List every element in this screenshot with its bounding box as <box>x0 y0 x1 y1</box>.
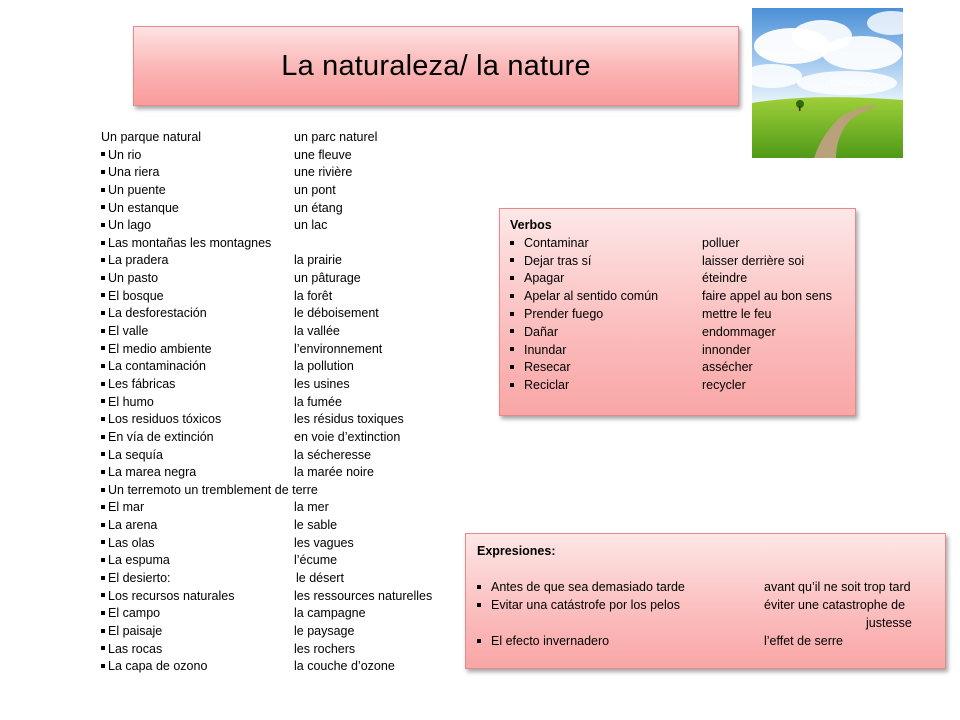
vocab-french: une rivière <box>294 165 353 180</box>
vocab-spanish <box>101 641 162 659</box>
square-bullet-icon <box>510 365 514 369</box>
square-bullet-icon <box>510 276 514 280</box>
square-bullet-icon <box>510 312 514 316</box>
square-bullet-icon <box>510 347 514 351</box>
square-bullet-icon <box>101 329 105 333</box>
vocab-spanish-text: Un terremoto un tremblement de terre <box>108 482 318 497</box>
square-bullet-icon <box>101 311 105 315</box>
list-item-continuation <box>477 614 937 632</box>
vocab-spanish-text: Un lago <box>108 218 152 233</box>
square-bullet-icon <box>101 364 105 368</box>
item-french: endommager <box>702 324 776 339</box>
square-bullet-icon <box>101 399 105 403</box>
square-bullet-icon <box>101 152 105 156</box>
square-bullet-icon <box>101 205 105 209</box>
square-bullet-icon <box>101 241 105 245</box>
vocab-spanish-text: El humo <box>108 394 154 409</box>
square-bullet-icon <box>101 576 105 580</box>
vocab-spanish-text: El bosque <box>108 288 164 303</box>
square-bullet-icon <box>101 276 105 280</box>
square-bullet-icon <box>101 664 105 668</box>
vocab-spanish-text: Les fábricas <box>108 376 176 391</box>
nature-photo <box>752 8 903 158</box>
item-spanish <box>510 306 603 324</box>
square-bullet-icon <box>101 170 105 174</box>
item-spanish-text: Dejar tras sí <box>524 253 592 268</box>
vocab-spanish <box>101 588 234 606</box>
vocab-spanish-text: Los recursos naturales <box>108 588 235 603</box>
vocab-french: la sécheresse <box>294 447 372 462</box>
item-spanish <box>477 578 685 596</box>
item-spanish <box>510 288 658 306</box>
list-item <box>510 235 740 253</box>
item-spanish-text: Reciclar <box>524 378 570 393</box>
square-bullet-icon <box>510 329 514 333</box>
item-french: innonder <box>702 342 751 357</box>
list-item <box>510 270 748 288</box>
vocab-french: un pont <box>294 182 336 197</box>
item-spanish <box>510 377 569 395</box>
vocab-french: les ressources naturelles <box>294 588 433 603</box>
vocab-spanish <box>101 464 196 482</box>
vocab-spanish-text: El paisaje <box>108 623 163 638</box>
item-spanish-text: Dañar <box>524 324 559 339</box>
item-french: laisser derrière soi <box>702 253 805 268</box>
vocab-french: l’environnement <box>294 341 383 356</box>
vocab-french: le déboisement <box>294 306 379 321</box>
item-french: mettre le feu <box>702 306 772 321</box>
verbs-box <box>499 208 856 416</box>
square-bullet-icon <box>101 611 105 615</box>
page-title: La naturaleza/ la nature <box>281 49 591 82</box>
vocab-spanish-text: El valle <box>108 324 149 339</box>
square-bullet-icon <box>101 293 105 297</box>
vocab-spanish <box>101 358 206 376</box>
vocab-french: un pâturage <box>294 271 361 286</box>
vocab-spanish-text: Las montañas les montagnes <box>108 235 272 250</box>
vocab-spanish <box>101 270 158 288</box>
item-spanish <box>510 342 566 360</box>
vocab-french: la forêt <box>294 288 333 303</box>
item-spanish <box>510 324 558 342</box>
square-bullet-icon <box>101 382 105 386</box>
list-item <box>510 377 746 395</box>
landscape-image <box>752 8 903 158</box>
vocab-french: les usines <box>294 376 350 391</box>
vocab-spanish <box>101 570 171 588</box>
vocab-french: la pollution <box>294 359 354 374</box>
vocab-spanish-text: El campo <box>108 606 161 621</box>
item-spanish <box>477 596 680 614</box>
list-item <box>477 578 937 596</box>
title-banner <box>133 26 739 106</box>
item-spanish-text: Apagar <box>524 271 565 286</box>
vocab-french: la marée noire <box>294 465 374 480</box>
vocab-french: la mer <box>294 500 329 515</box>
square-bullet-icon <box>101 646 105 650</box>
square-bullet-icon <box>510 294 514 298</box>
vocab-spanish-text: La espuma <box>108 553 170 568</box>
square-bullet-icon <box>477 603 481 607</box>
vocab-spanish <box>101 482 318 500</box>
vocab-spanish <box>101 252 168 270</box>
vocab-spanish <box>101 376 175 394</box>
item-spanish-text: Inundar <box>524 342 567 357</box>
item-spanish-text: Apelar al sentido común <box>524 289 659 304</box>
square-bullet-icon <box>101 523 105 527</box>
vocab-spanish-text: Un pasto <box>108 271 159 286</box>
vocab-spanish <box>101 517 157 535</box>
item-french: l’effet de serre <box>764 634 843 648</box>
expressions-box <box>465 533 946 669</box>
list-item <box>477 596 937 614</box>
vocab-spanish <box>101 341 212 359</box>
vocab-spanish-text: Un rio <box>108 147 142 162</box>
vocab-french: un lac <box>294 218 328 233</box>
vocab-french: en voie d’extinction <box>294 429 401 444</box>
vocab-spanish <box>101 605 160 623</box>
list-item <box>510 306 772 324</box>
vocab-spanish <box>101 200 179 218</box>
item-spanish-text: Antes de que sea demasiado tarde <box>491 580 685 594</box>
vocab-french: un parc naturel <box>294 130 378 144</box>
vocab-french: la campagne <box>294 606 366 621</box>
item-spanish-text: Contaminar <box>524 235 589 250</box>
square-bullet-icon <box>510 241 514 245</box>
verbs-header: Verbos <box>510 218 552 232</box>
item-french: faire appel au bon sens <box>702 289 832 304</box>
item-spanish-text: Resecar <box>524 360 571 375</box>
vocab-spanish <box>101 182 166 200</box>
vocab-spanish <box>101 535 155 553</box>
vocab-french: la couche d’ozone <box>294 659 395 674</box>
vocab-spanish-text: La desforestación <box>108 306 207 321</box>
expressions-header: Expresiones: <box>477 544 556 558</box>
vocab-spanish-text: Un estanque <box>108 200 179 215</box>
vocab-spanish-text: El medio ambiente <box>108 341 212 356</box>
square-bullet-icon <box>101 470 105 474</box>
vocab-spanish <box>101 217 151 235</box>
vocab-spanish-text: La sequía <box>108 447 163 462</box>
vocab-spanish <box>101 411 221 429</box>
item-spanish <box>477 632 609 650</box>
vocab-spanish <box>101 288 164 306</box>
square-bullet-icon <box>101 593 105 597</box>
square-bullet-icon <box>101 435 105 439</box>
vocab-spanish <box>101 235 271 253</box>
item-french: éteindre <box>702 271 748 286</box>
square-bullet-icon <box>477 639 481 643</box>
square-bullet-icon <box>477 585 481 589</box>
item-french: avant qu’il ne soit trop tard <box>764 580 911 594</box>
vocab-spanish <box>101 164 159 182</box>
vocab-spanish-text: El desierto: <box>108 571 171 586</box>
item-french: polluer <box>702 235 740 250</box>
vocab-french: le désert <box>296 571 344 586</box>
list-item <box>510 324 776 342</box>
vocab-french: le sable <box>294 518 338 533</box>
vocab-spanish-text: En vía de extinción <box>108 429 214 444</box>
vocab-spanish <box>101 305 207 323</box>
item-spanish-text: Prender fuego <box>524 306 604 321</box>
vocab-spanish-text: Los residuos tóxicos <box>108 412 222 427</box>
list-item <box>477 632 937 650</box>
square-bullet-icon <box>101 505 105 509</box>
item-french: recycler <box>702 378 746 393</box>
vocab-spanish <box>101 394 154 412</box>
item-french: assécher <box>702 360 753 375</box>
vocab-french: un étang <box>294 200 343 215</box>
square-bullet-icon <box>101 558 105 562</box>
item-spanish <box>510 359 571 377</box>
vocab-spanish-text: La capa de ozono <box>108 659 208 674</box>
item-spanish <box>510 270 564 288</box>
vocab-spanish-text: La arena <box>108 518 158 533</box>
list-item <box>510 342 751 360</box>
item-spanish <box>510 253 591 271</box>
list-item <box>510 359 753 377</box>
item-spanish-text: El efecto invernadero <box>491 634 610 648</box>
vocab-spanish-text: La marea negra <box>108 465 197 480</box>
square-bullet-icon <box>510 258 514 262</box>
vocab-spanish-text: La contaminación <box>108 359 206 374</box>
vocab-french: les résidus toxiques <box>294 412 404 427</box>
vocab-french: la prairie <box>294 253 342 268</box>
vocab-spanish <box>101 658 207 676</box>
square-bullet-icon <box>101 452 105 456</box>
vocab-french: la fumée <box>294 394 342 409</box>
vocab-spanish <box>101 623 162 641</box>
vocab-spanish-text: Las olas <box>108 535 155 550</box>
item-spanish <box>510 235 589 253</box>
vocab-spanish-text: Un puente <box>108 182 166 197</box>
vocab-spanish <box>101 147 141 165</box>
square-bullet-icon <box>101 629 105 633</box>
vocab-french: le paysage <box>294 623 355 638</box>
vocab-french: l’écume <box>294 553 338 568</box>
square-bullet-icon <box>101 488 105 492</box>
vocab-spanish-text: Las rocas <box>108 641 163 656</box>
vocab-french: les vagues <box>294 535 354 550</box>
vocab-spanish <box>101 323 148 341</box>
vocab-spanish <box>101 129 201 147</box>
vocab-spanish-text: Un parque natural <box>101 130 202 144</box>
square-bullet-icon <box>101 188 105 192</box>
vocab-french: une fleuve <box>294 147 352 162</box>
vocab-spanish <box>101 552 170 570</box>
item-french-continuation: justesse <box>866 616 912 630</box>
vocab-spanish <box>101 499 144 517</box>
vocab-spanish-text: La pradera <box>108 253 169 268</box>
item-french: éviter une catastrophe de <box>764 598 906 612</box>
photo-watermark: thinkstock <box>830 77 879 89</box>
square-bullet-icon <box>101 417 105 421</box>
vocab-french: la vallée <box>294 324 340 339</box>
list-item <box>510 253 805 271</box>
list-item <box>510 288 832 306</box>
vocab-spanish-text: Una riera <box>108 165 160 180</box>
vocab-spanish <box>101 429 214 447</box>
square-bullet-icon <box>101 346 105 350</box>
square-bullet-icon <box>510 383 514 387</box>
square-bullet-icon <box>101 223 105 227</box>
vocab-french: les rochers <box>294 641 356 656</box>
vocab-spanish <box>101 447 163 465</box>
square-bullet-icon <box>101 540 105 544</box>
vocab-spanish-text: El mar <box>108 500 145 515</box>
item-spanish-text: Evitar una catástrofe por los pelos <box>491 598 680 612</box>
square-bullet-icon <box>101 258 105 262</box>
